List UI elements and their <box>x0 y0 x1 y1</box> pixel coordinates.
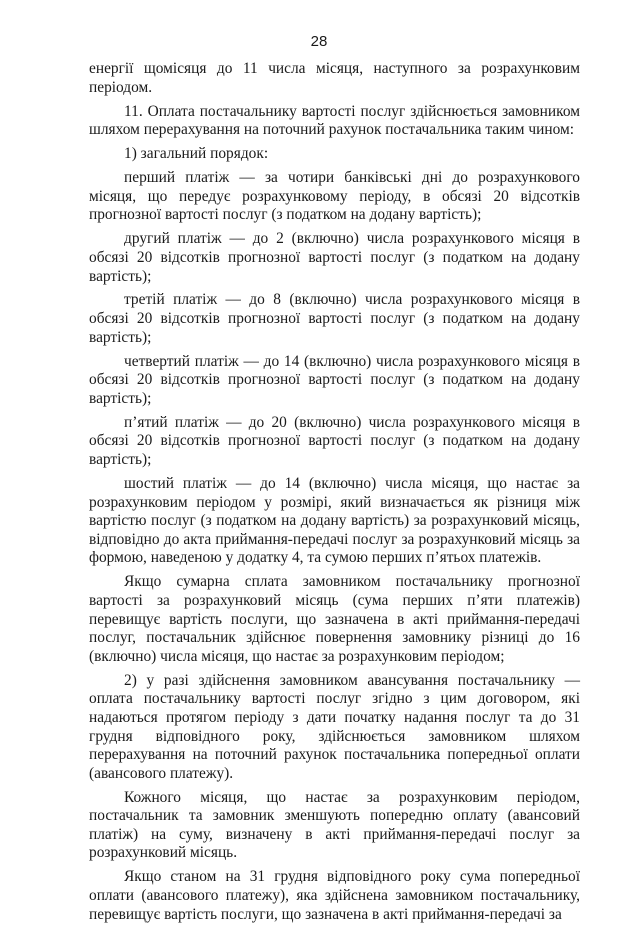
paragraph-second-payment: другий платіж — до 2 (включно) числа розрахункового місяця в обсязі 20 відсотків прогнозної вартості послуг (з податком на додану вартість); <box>89 230 580 285</box>
paragraph-first-payment: перший платіж — за чотири банківські дні до розрахункового місяця, що передує розрахунковому періоду, в обсязі 20 відсотків прогнозної вартості послуг (з податком на додану вартість); <box>89 169 580 224</box>
paragraph-fourth-payment: четвертий платіж — до 14 (включно) числа розрахункового місяця в обсязі 20 відсотків прогнозної вартості послуг (з податком на додану вартість); <box>89 352 580 407</box>
page-number: 28 <box>310 33 328 50</box>
paragraph-sixth-payment: шостий платіж — до 14 (включно) числа місяця, що настає за розрахунковим періодом у розмірі, який визначається як різниця між вартістю послуг (з податком на додану вартість) за розрахунковий місяць, відповідно до акта приймання-передачі послуг за розрахунковий місяць за формою, наведеною у додатку 4, та сумою перших п’ятьох платежів. <box>89 475 580 567</box>
paragraph-year-end-excess: Якщо станом на 31 грудня відповідного року сума попередньої оплати (авансового платежу), яка здійснена замовником постачальнику, перевищує вартість послуги, що зазначена в акті приймання-передачі за <box>89 868 580 923</box>
paragraph-clause-11: 11. Оплата постачальнику вартості послуг здійснюється замовником шляхом перерахування на поточний рахунок постачальника таким чином: <box>89 102 580 139</box>
paragraph-continuation: енергії щомісяця до 11 числа місяця, наступного за розрахунковим періодом. <box>89 60 580 96</box>
paragraph-advance-payment: 2) у разі здійснення замовником авансування постачальнику — оплата постачальнику вартості послуг згідно з цим договором, які надаються протягом періоду з дати початку надання послуг та до 31 грудня відповідного року, здійснюється замовником шляхом перерахування на поточний рахунок постачальника попередньої оплати (авансового платежу). <box>89 671 580 782</box>
paragraph-overpayment-refund: Якщо сумарна сплата замовником постачальнику прогнозної вартості за розрахунковий місяць (сума перших п’яти платежів) перевищує вартість послуги, що зазначена в акті приймання-передачі послуг, постачальник здійснює повернення замовнику різниці до 16 (включно) числа місяця, що настає за розрахунковим періодом; <box>89 573 580 665</box>
paragraph-general-procedure: 1) загальний порядок: <box>124 145 269 163</box>
paragraph-third-payment: третій платіж — до 8 (включно) числа розрахункового місяця в обсязі 20 відсотків прогнозної вартості послуг (з податком на додану вартість); <box>89 291 580 346</box>
paragraph-fifth-payment: п’ятий платіж — до 20 (включно) числа розрахункового місяця в обсязі 20 відсотків прогнозної вартості послуг (з податком на додану вартість); <box>89 413 580 469</box>
document-body <box>89 60 580 930</box>
paragraph-monthly-reduction: Кожного місяця, що настає за розрахунковим періодом, постачальник та замовник зменшують попередню оплату (авансовий платіж) на суму, визначену в акті приймання-передачі послуг за розрахунковий місяць. <box>89 788 580 862</box>
